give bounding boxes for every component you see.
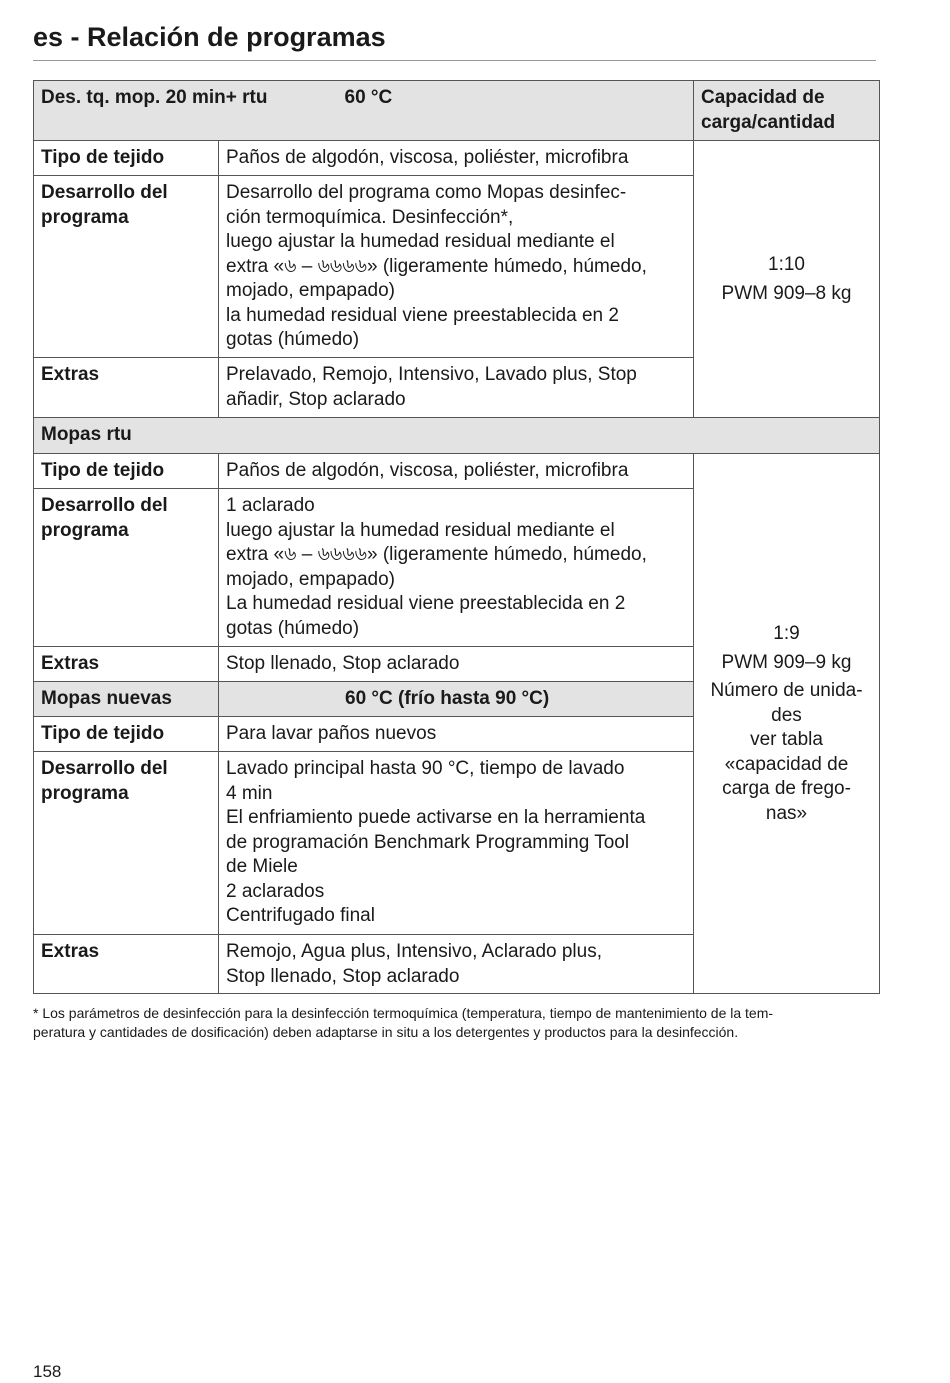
program-temp: 60 °C — [344, 87, 393, 108]
program-name: Mopas rtu — [34, 418, 880, 454]
page-title: es - Relación de programas — [33, 22, 386, 52]
table-row — [34, 141, 880, 176]
row-text: Remojo, Agua plus, Intensivo, Aclarado plus, Stop llenado, Stop aclarado — [219, 935, 694, 994]
row-label: Desarrollo del programa — [34, 752, 219, 935]
row-label: Desarrollo del programa — [34, 176, 219, 358]
program-table — [33, 80, 880, 994]
capacity-model: PWM 909–9 kg — [721, 651, 852, 673]
row-text: 1 aclarado luego ajustar la humedad residual mediante el extra «৬ – ৬৬৬৬» (ligeramente húmedo, húmedo, mojado, empapado) La humedad residual viene preestablecida en 2 gotas (húmedo) — [219, 489, 694, 647]
capacity-model: PWM 909–8 kg — [721, 282, 852, 304]
row-label: Tipo de tejido — [34, 454, 219, 489]
capacity-ratio: 1:10 — [768, 254, 805, 275]
capacity-cell — [694, 141, 880, 418]
table-row — [34, 454, 880, 489]
footnote: * Los parámetros de desinfección para la desinfección termoquímica (temperatura, tiempo de mantenimiento de la tem- peratura y cantidades de dosificación) deben adaptarse in situ a los detergentes y productos para la desinfección. — [33, 1005, 774, 1040]
row-label: Extras — [34, 935, 219, 994]
program-name: Des. tq. mop. 20 min+ rtu — [41, 87, 268, 108]
row-label: Desarrollo del programa — [34, 489, 219, 647]
row-text: Prelavado, Remojo, Intensivo, Lavado plus, Stop añadir, Stop aclarado — [219, 358, 694, 418]
row-label: Extras — [34, 358, 219, 418]
row-label: Tipo de tejido — [34, 141, 219, 176]
row-text: Stop llenado, Stop aclarado — [219, 647, 694, 682]
capacity-header: Capacidad de carga/cantidad — [694, 81, 880, 141]
program-name: Mopas nuevas — [34, 682, 219, 717]
row-label: Tipo de tejido — [34, 717, 219, 752]
page-number: 158 — [33, 1362, 62, 1381]
program-name-cell — [34, 81, 694, 141]
row-text: Paños de algodón, viscosa, poliéster, microfibra — [219, 141, 694, 176]
row-text: Para lavar paños nuevos — [219, 717, 694, 752]
capacity-cell — [694, 454, 880, 994]
title-divider — [33, 60, 876, 61]
section-header-row — [34, 418, 880, 454]
program-temp: 60 °C (frío hasta 90 °C) — [219, 682, 694, 717]
capacity-ratio: 1:9 — [773, 623, 800, 644]
row-text: Lavado principal hasta 90 °C, tiempo de lavado 4 min El enfriamiento puede activarse en la herramienta de programación Benchmark Programming Tool de Miele 2 aclarados Centrifugado final — [219, 752, 694, 935]
section-header-row — [34, 81, 880, 141]
row-label: Extras — [34, 647, 219, 682]
capacity-note: Número de unida- des ver tabla «capacidad de carga de frego- nas» — [710, 680, 863, 824]
row-text: Desarrollo del programa como Mopas desinfec- ción termoquímica. Desinfección*, luego ajustar la humedad residual mediante el extra «৬ – ৬৬৬৬» (ligeramente húmedo, húmedo, mojado, empapado) la humedad residual viene preestablecida en 2 gotas (húmedo) — [219, 176, 694, 358]
row-text: Paños de algodón, viscosa, poliéster, microfibra — [219, 454, 694, 489]
